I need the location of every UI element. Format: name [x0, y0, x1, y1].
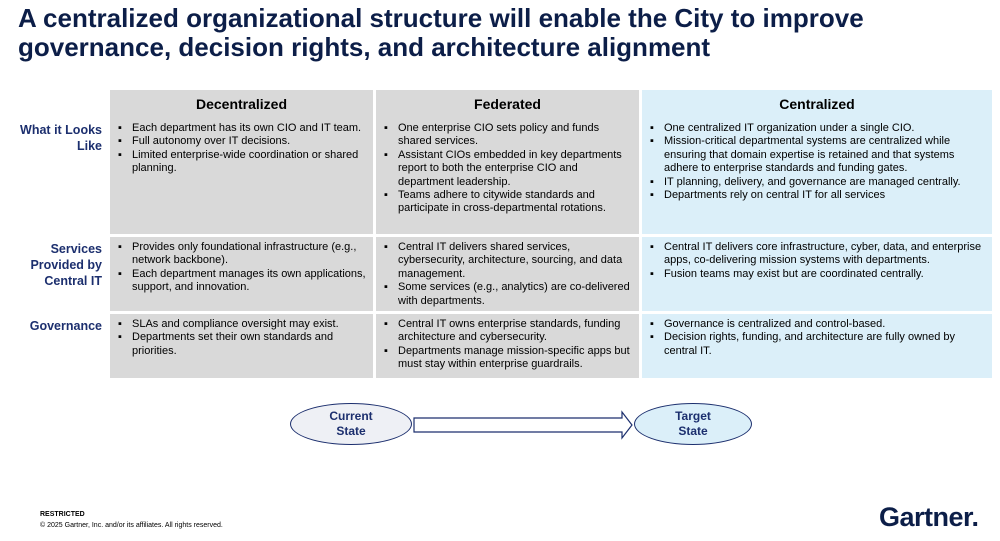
bullet: ▪ Departments manage mission-specific apps but must stay within enterprise guardrails. [398, 345, 633, 372]
bullet: ▪ Provides only foundational infrastructure (e.g., network backbone). [132, 241, 367, 268]
bullet: ▪ Full autonomy over IT decisions. [132, 135, 367, 148]
row-label-governance: Governance [29, 319, 102, 333]
target-state-line-2: State [678, 424, 708, 438]
bullet: ▪ Departments set their own standards and priorities. [132, 331, 367, 358]
bullet: ▪ One enterprise CIO sets policy and funds shared services. [398, 122, 633, 149]
target-state-ellipse [634, 403, 752, 445]
bullet: ▪ Each department has its own CIO and IT team. [132, 122, 367, 135]
bullet: ▪ Some services (e.g., analytics) are co-delivered with departments. [398, 281, 633, 308]
bullet: ▪ Departments rely on central IT for all services [664, 189, 986, 202]
bullet: ▪ Central IT delivers core infrastructure, cyber, data, and enterprise apps, co-delivering mission systems with departments. [664, 241, 986, 268]
column-header-decentralized: Decentralized [110, 90, 373, 118]
bullet: ▪ Governance is centralized and control-based. [664, 318, 986, 331]
bullet: ▪ IT planning, delivery, and governance are managed centrally. [664, 176, 986, 189]
bullet: ▪ Central IT owns enterprise standards, funding architecture and cybersecurity. [398, 318, 633, 345]
bullet: ▪ Each department manages its own applications, support, and innovation. [132, 268, 367, 295]
bullet: ▪ Teams adhere to citywide standards and participate in cross-departmental rotations. [398, 189, 633, 216]
current-state-line-2: State [336, 424, 366, 438]
bullet: ▪ Limited enterprise-wide coordination or shared planning. [132, 149, 367, 176]
column-header-centralized: Centralized [642, 90, 992, 118]
page-title: A centralized organizational structure will enable the City to improve governance, decision rights, and architecture alignment [18, 3, 864, 62]
bullet: ▪ Fusion teams may exist but are coordinated centrally. [664, 268, 986, 281]
gartner-logo: Gartner. [879, 502, 979, 532]
copyright-text: © 2025 Gartner, Inc. and/or its affiliates. All rights reserved. [40, 522, 223, 529]
arrow-icon [414, 412, 632, 438]
classification-label: RESTRICTED [40, 511, 85, 518]
bullet: ▪ Mission-critical departmental systems are centralized while ensuring that domain expertise is retained and that systems adhere to enterprise standards and funding gates. [664, 135, 986, 175]
bullet: ▪ Central IT delivers shared services, cybersecurity, architecture, sourcing, and data management. [398, 241, 633, 281]
current-state-ellipse [290, 403, 412, 445]
row-label-services: Services Provided by Central IT [30, 242, 102, 288]
bullet: ▪ Assistant CIOs embedded in key departments report to both the enterprise CIO and department leadership. [398, 149, 633, 189]
current-state-line-1: Current [329, 409, 373, 423]
bullet: ▪ Decision rights, funding, and architecture are fully owned by central IT. [664, 331, 986, 358]
bullet: ▪ SLAs and compliance oversight may exist. [132, 318, 367, 331]
column-header-federated: Federated [376, 90, 639, 118]
target-state-line-1: Target [675, 409, 711, 423]
row-label-what-it-looks-like: What it Looks Like [20, 123, 102, 153]
bullet: ▪ One centralized IT organization under a single CIO. [664, 122, 986, 135]
